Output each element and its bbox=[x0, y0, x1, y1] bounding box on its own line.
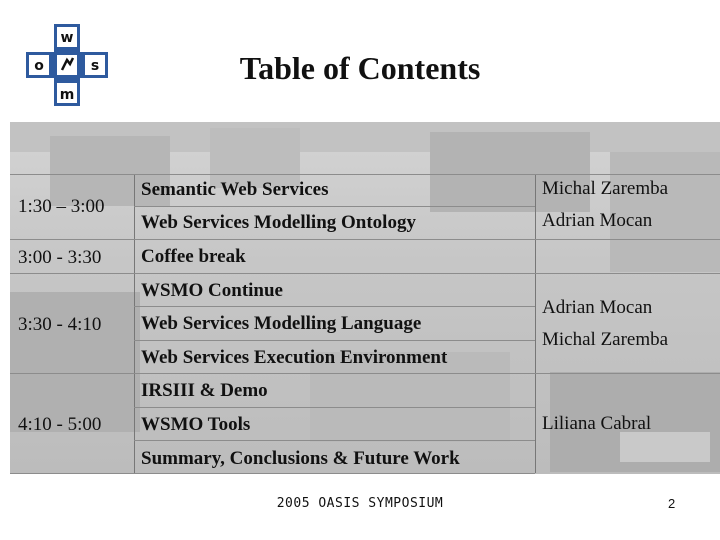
row-divider bbox=[134, 440, 535, 441]
slide-footer: 2005 OASIS SYMPOSIUM bbox=[276, 496, 444, 511]
column-divider bbox=[134, 175, 135, 473]
session-topic: Web Services Modelling Ontology bbox=[141, 212, 416, 233]
row-divider bbox=[134, 340, 535, 341]
slide-title: Table of Contents bbox=[239, 50, 481, 86]
session-time: 3:00 - 3:30 bbox=[18, 247, 102, 268]
row-divider bbox=[10, 373, 720, 374]
svg-text:o: o bbox=[34, 58, 44, 74]
speaker-name: Adrian Mocan bbox=[542, 297, 653, 318]
row-divider bbox=[10, 239, 720, 240]
speaker-name: Michal Zaremba bbox=[542, 178, 669, 199]
page-number: 2 bbox=[668, 496, 676, 511]
session-time: 4:10 - 5:00 bbox=[18, 414, 102, 435]
session-topic: WSMO Tools bbox=[141, 414, 251, 435]
session-topic: Web Services Execution Environment bbox=[141, 347, 448, 368]
row-divider bbox=[10, 273, 720, 274]
row-divider bbox=[134, 407, 535, 408]
speaker-name: Michal Zaremba bbox=[542, 329, 669, 350]
speaker-name: Adrian Mocan bbox=[542, 210, 653, 231]
svg-text:m: m bbox=[59, 87, 75, 103]
session-topic: IRSIII & Demo bbox=[141, 380, 268, 401]
row-divider bbox=[134, 206, 535, 207]
session-topic: WSMO Continue bbox=[141, 280, 283, 301]
session-topic: Summary, Conclusions & Future Work bbox=[141, 448, 460, 469]
session-topic: Coffee break bbox=[141, 246, 246, 267]
row-divider bbox=[134, 306, 535, 307]
svg-text:s: s bbox=[90, 58, 100, 74]
session-topic: Web Services Modelling Language bbox=[141, 313, 422, 334]
speaker-name: Liliana Cabral bbox=[542, 413, 652, 434]
session-time: 1:30 – 3:00 bbox=[18, 196, 105, 217]
column-divider bbox=[535, 175, 536, 473]
svg-text:w: w bbox=[60, 30, 74, 46]
row-divider bbox=[10, 473, 535, 474]
session-time: 3:30 - 4:10 bbox=[18, 314, 102, 335]
session-topic: Semantic Web Services bbox=[141, 179, 329, 200]
